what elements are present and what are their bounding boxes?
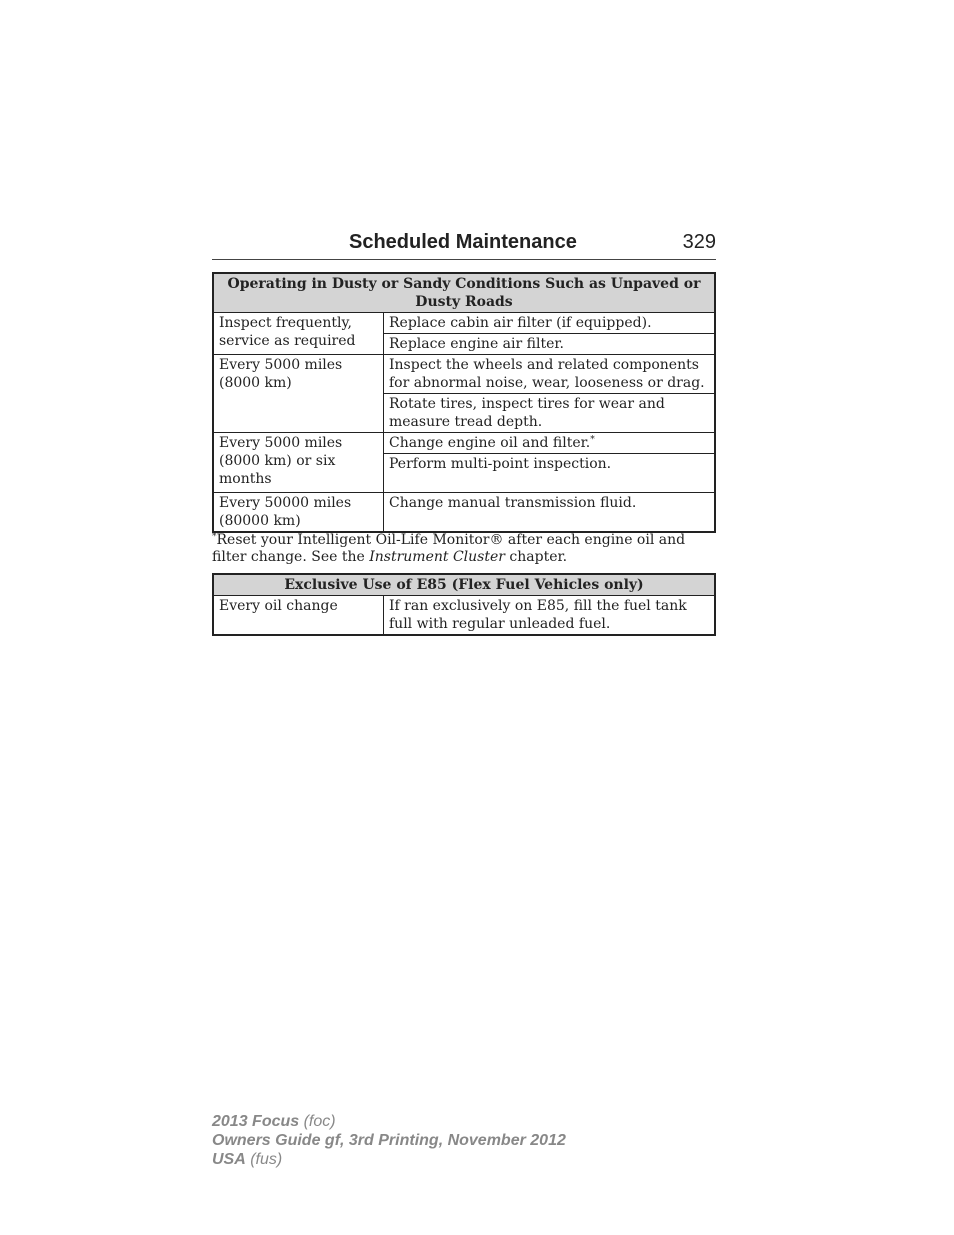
footer-line (212, 1112, 566, 1131)
interval-cell: Every 50000 miles (80000 km) (213, 493, 384, 533)
footnote-reference: Instrument Cluster (369, 549, 505, 565)
footer-model: 2013 Focus (212, 1113, 300, 1130)
table-row (213, 433, 715, 454)
footer-line (212, 1150, 566, 1169)
page-header (212, 229, 716, 260)
interval-cell: Every oil change (213, 596, 384, 636)
footnote-text: Reset your Intelligent Oil-Life Monitor® after each engine oil and filter change. See the (212, 532, 686, 565)
footer-edition: Owners Guide gf, 3rd Printing, November 2012 (212, 1132, 566, 1149)
footnote-marker: * (212, 532, 217, 542)
e85-table (212, 573, 716, 636)
table-row (213, 355, 715, 394)
task-cell: Change manual transmission fluid. (384, 493, 716, 533)
task-cell (384, 433, 716, 454)
footer-line (212, 1131, 566, 1150)
interval-cell: Every 5000 miles (8000 km) (213, 355, 384, 433)
task-cell: Inspect the wheels and related components for abnormal noise, wear, looseness or drag. (384, 355, 716, 394)
interval-cell: Every 5000 miles (8000 km) or six months (213, 433, 384, 493)
footer-model-code: (foc) (299, 1113, 336, 1130)
table-row (213, 493, 715, 533)
table-row (213, 596, 715, 636)
footer-market-code: (fus) (245, 1151, 283, 1168)
task-cell: Replace engine air filter. (384, 334, 716, 355)
section-title: Scheduled Maintenance (349, 231, 577, 253)
table-heading: Operating in Dusty or Sandy Conditions Such as Unpaved or Dusty Roads (213, 273, 715, 313)
interval-cell: Inspect frequently, service as required (213, 313, 384, 355)
task-text: Change engine oil and filter. (389, 435, 591, 451)
table-row (213, 313, 715, 334)
task-cell: Rotate tires, inspect tires for wear and measure tread depth. (384, 394, 716, 433)
footnote (212, 532, 716, 566)
footnote-marker: * (590, 435, 595, 445)
task-cell: Replace cabin air filter (if equipped). (384, 313, 716, 334)
table-heading: Exclusive Use of E85 (Flex Fuel Vehicles only) (213, 574, 715, 596)
footnote-text-end: chapter. (504, 549, 568, 565)
page-number: 329 (682, 231, 716, 253)
footer-market: USA (212, 1151, 246, 1168)
task-cell: If ran exclusively on E85, fill the fuel tank full with regular unleaded fuel. (384, 596, 716, 636)
page-footer (212, 1112, 566, 1169)
task-cell: Perform multi-point inspection. (384, 454, 716, 493)
dusty-conditions-table (212, 272, 716, 533)
